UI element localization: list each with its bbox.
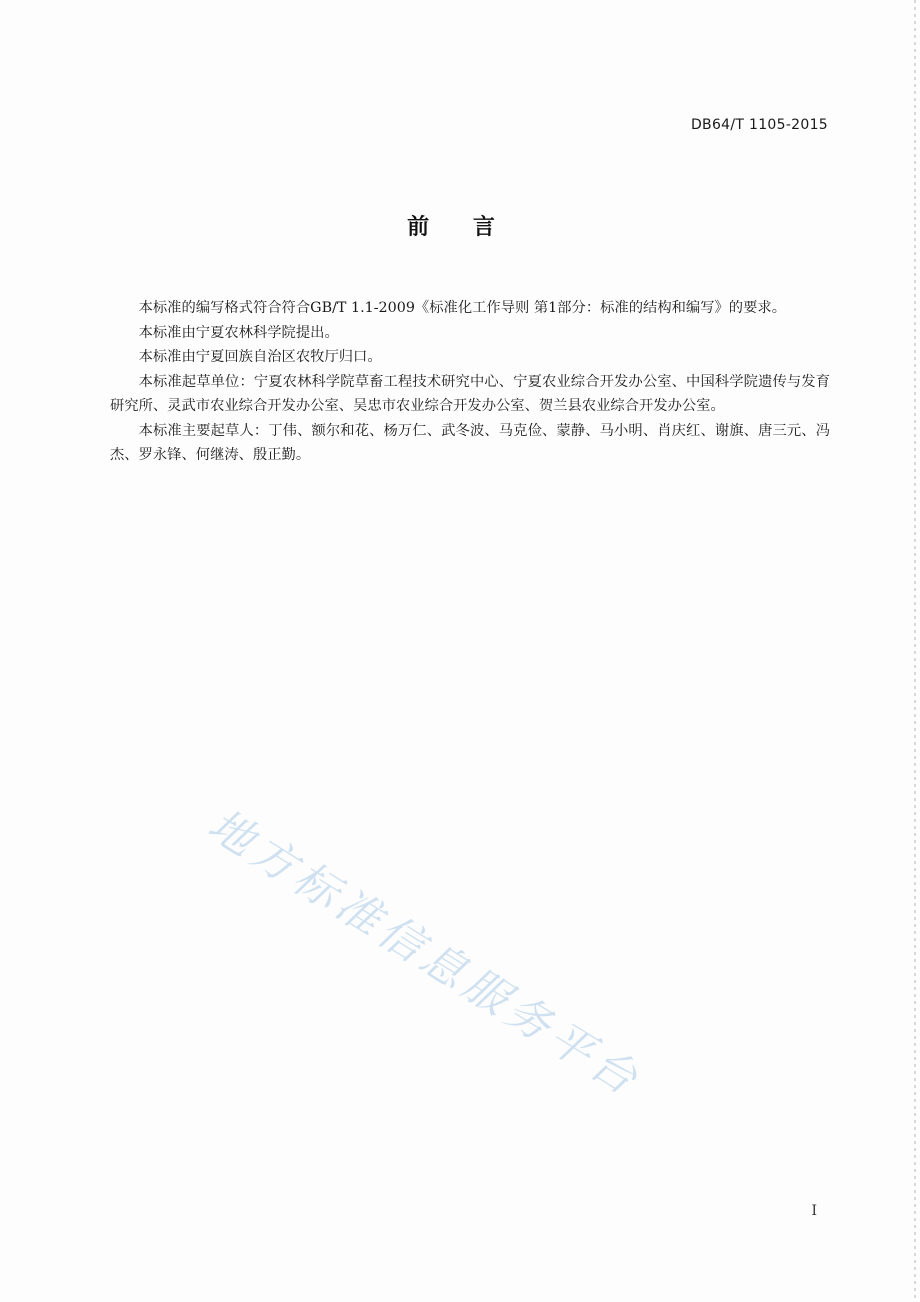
paragraph-administrator: 本标准由宁夏回族自治区农牧厅归口。 <box>138 349 382 365</box>
paragraph-drafting-units: 本标准起草单位：宁夏农林科学院草畜工程技术研究中心、宁夏农业综合开发办公室、中国科学院遗传与发育研究所、灵武市农业综合开发办公室、吴忠市农业综合开发办公室、贺兰县农业综合开发办公室。 <box>110 373 830 414</box>
page-number: I <box>811 1203 817 1219</box>
foreword-body <box>110 296 830 468</box>
scan-edge-border <box>914 0 916 1302</box>
paragraph-drafters: 本标准主要起草人：丁伟、额尔和花、杨万仁、武冬波、马克俭、蒙静、马小明、肖庆红、谢旗、唐三元、冯杰、罗永锋、何继涛、殷正勤。 <box>110 422 830 463</box>
page-title: 前 言 <box>407 215 513 240</box>
paragraph-proposer: 本标准由宁夏农林科学院提出。 <box>138 324 339 341</box>
standard-code: DB64/T 1105-2015 <box>690 117 828 133</box>
watermark: 地方标准信息服务平台 <box>199 799 651 1108</box>
paragraph-format: 本标准的编写格式符合符合GB/T 1.1-2009《标准化工作导则 第1部分：标准的结构和编写》的要求。 <box>138 300 786 316</box>
